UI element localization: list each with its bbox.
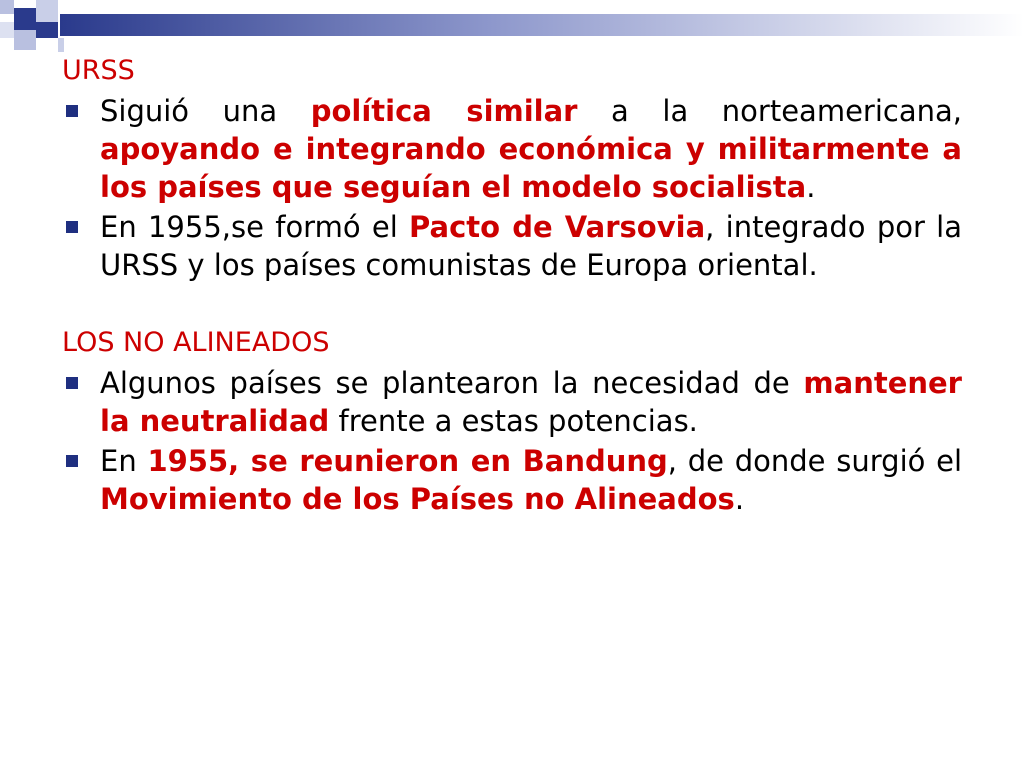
decoration-square [0, 22, 14, 38]
decoration-square [36, 22, 58, 38]
square-bullet-icon [66, 455, 78, 467]
decoration-square [36, 0, 58, 22]
highlighted-text: mantener la neutralidad [100, 366, 962, 438]
body-text: . [806, 170, 816, 204]
body-text: , integrado por la URSS y los países comunistas de Europa oriental. [100, 210, 962, 282]
section-title: URSS [62, 55, 135, 86]
bullet-item [62, 364, 962, 440]
bullet-item [62, 442, 962, 518]
decoration-square [14, 8, 36, 30]
body-text: En 1955,se formó el [100, 210, 410, 244]
body-text: Siguió una [100, 94, 311, 128]
square-bullet-icon [66, 105, 78, 117]
body-text: En [100, 444, 148, 478]
highlighted-text: política similar [310, 94, 578, 128]
body-text: a la norteamericana, [577, 94, 962, 128]
square-bullet-icon [66, 377, 78, 389]
body-text: frente a estas potencias. [329, 404, 698, 438]
bullet-list [62, 92, 962, 284]
highlighted-text: Pacto de Varsovia [409, 210, 706, 244]
bullet-item [62, 208, 962, 284]
highlighted-text: apoyando e integrando económica y militarmente a los países que seguían el modelo socialista [100, 132, 962, 204]
highlighted-text: 1955, se reunieron en Bandung [147, 444, 668, 478]
body-text: . [734, 482, 745, 516]
square-bullet-icon [66, 221, 78, 233]
slide-content [62, 52, 962, 520]
body-text: Algunos países se plantearon la necesidad de [100, 366, 804, 400]
decoration-square [0, 0, 14, 14]
bullet-list [62, 364, 962, 518]
bullet-item [62, 92, 962, 206]
decoration-square [58, 38, 64, 52]
body-text: , de donde surgió el [667, 444, 963, 478]
decoration-gradient-bar [60, 14, 1024, 36]
section-title: LOS NO ALINEADOS [62, 327, 330, 358]
highlighted-text: Movimiento de los Países no Alineados [100, 482, 735, 516]
decoration-square [14, 30, 36, 50]
